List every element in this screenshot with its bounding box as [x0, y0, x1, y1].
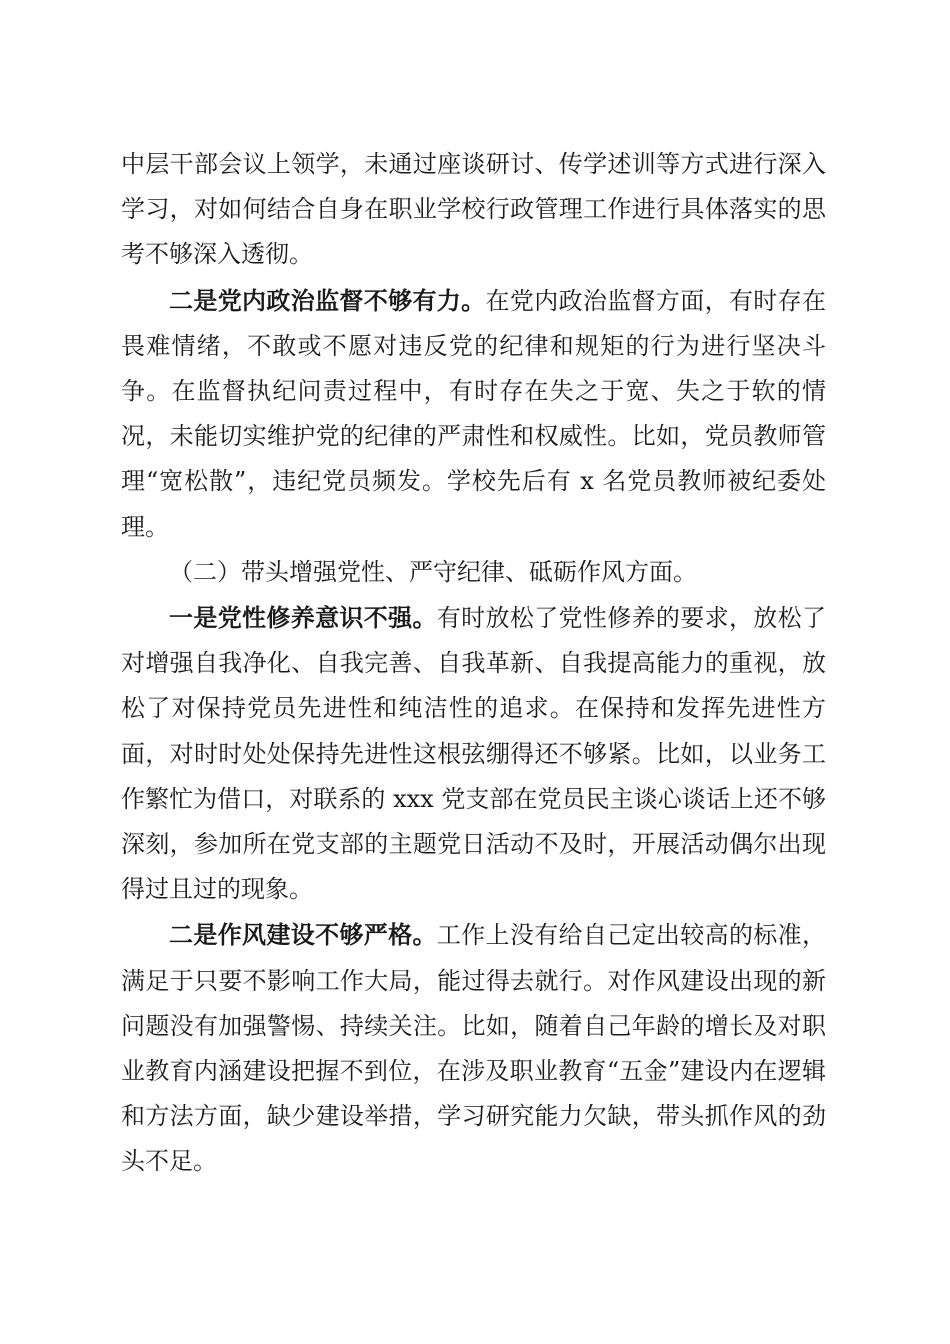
paragraph-political-supervision	[121, 278, 826, 550]
section-heading	[121, 550, 826, 595]
paragraph-work-style	[121, 912, 826, 1184]
paragraph-lead: 二是作风建设不够严格。	[169, 920, 437, 950]
paragraph-party-spirit	[121, 595, 826, 912]
paragraph-text: 中层干部会议上领学，未通过座谈研讨、传学述训等方式进行深入学习，对如何结合自身在职业学校行政管理工作进行具体落实的思考不够深入透彻。	[121, 150, 826, 269]
paragraph-text: 有时放松了党性修养的要求，放松了对增强自我净化、自我完善、自我革新、自我提高能力的重视，放松了对保持党员先进性和纯洁性的追求。在保持和发挥先进性方面，对时时处处保持先进性这根弦绷得还不够紧。比如，以业务工作繁忙为借口，对联系的 xxx 党支部在党员民主谈心谈话上还不够深刻，参加所在党支部的主题党日活动不及时，开展活动偶尔出现得过且过的现象。	[121, 604, 827, 904]
paragraph-text: 在党内政治监督方面，有时存在畏难情绪，不敢或不愿对违反党的纪律和规矩的行为进行坚决斗争。在监督执纪问责过程中，有时存在失之于宽、失之于软的情况，未能切实维护党的纪律的严肃性和权威性。比如，党员教师管理“宽松散”，违纪党员频发。学校先后有 x 名党员教师被纪委处理。	[121, 286, 826, 541]
paragraph-lead: 二是党内政治监督不够有力。	[169, 285, 486, 315]
paragraph-continuation	[121, 142, 826, 278]
paragraph-lead: 一是党性修养意识不强。	[169, 603, 437, 633]
section-heading-text: （二）带头增强党性、严守纪律、砥砺作风方面。	[169, 557, 697, 586]
paragraph-text: 工作上没有给自己定出较高的标准，满足于只要不影响工作大局，能过得去就行。对作风建设出现的新问题没有加强警惕、持续关注。比如，随着自己年龄的增长及对职业教育内涵建设把握不到位，在涉及职业教育“五金”建设内在逻辑和方法方面，缺少建设举措，学习研究能力欠缺，带头抓作风的劲头不足。	[121, 921, 827, 1176]
document-body	[121, 142, 826, 1185]
